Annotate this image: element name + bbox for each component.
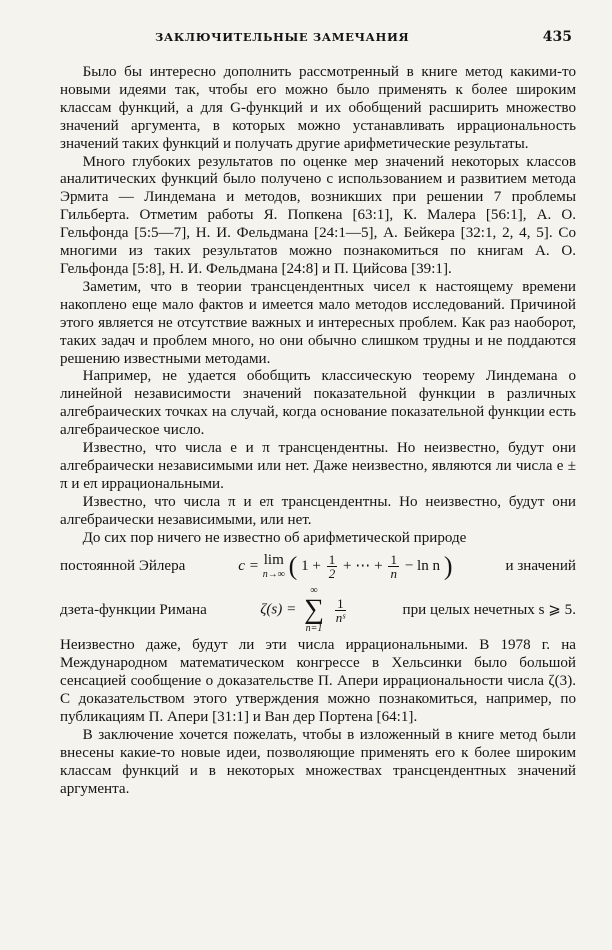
minus-ln: − ln n [404, 557, 441, 574]
paragraph-1: Было бы интересно дополнить рассмотренный в книге метод какими-то новыми идеями так, чтобы его можно было применять к более широким классам функций, а для G-функций и их обобщений расширить множество значений аргумента, в которых можно устанавливать иррациональность значений таких функций и получать другие арифметические результаты. [60, 64, 576, 152]
zeta-line [60, 585, 576, 635]
half-num: 1 [328, 551, 336, 567]
one-plus: 1 + [301, 557, 321, 574]
half-fraction [327, 553, 338, 580]
sum-lower: n=1 [305, 623, 323, 635]
running-header [60, 30, 572, 50]
left-paren: ( [288, 551, 298, 581]
paragraph-8: Неизвестно даже, будут ли эти числа иррациональными. В 1978 г. на Международном математическом конгрессе в Хельсинки было большой сенсацией сообщение о доказательстве П. Апери иррациональности числа ζ(3). С доказательством этого утверждения можно познакомиться, например, по публикациям П. Апери [31:1] и Ван дер Портена [64:1]. [60, 637, 576, 726]
right-paren: ) [443, 551, 453, 581]
lim-subscript: n→∞ [262, 568, 285, 580]
chapter-title: ЗАКЛЮЧИТЕЛЬНЫЕ ЗАМЕЧАНИЯ [155, 30, 410, 44]
page-body [60, 64, 576, 799]
zeta-label: дзета-функции Римана [60, 601, 207, 618]
zeta-fraction [334, 597, 347, 624]
limit [263, 553, 285, 579]
paragraph-5: Известно, что числа e и π трансцендентны. Но неизвестно, будут они алгебраически независимыми или нет. Даже неизвестно, являются ли числа e ± π и eπ иррациональными. [60, 440, 576, 492]
sum-symbol: ∑ [304, 594, 325, 626]
sum-upper: ∞ [310, 585, 318, 597]
zeta-den: nˢ [335, 609, 346, 625]
euler-tail: и значений [505, 557, 576, 574]
c-equals: c = [238, 557, 259, 574]
euler-formula [238, 553, 452, 580]
n-fraction [388, 553, 399, 580]
lim-text: lim [263, 552, 284, 569]
page-number: 435 [542, 29, 572, 45]
zeta-num: 1 [337, 595, 344, 611]
paragraph-2: Много глубоких результатов по оценке мер значений некоторых классов аналитических функций было получено с использованием и развитием метода Эрмита — Линдемана и методов, возникших при решении 7 проблемы Гильберта. Отметим работы Я. Попкена [63:1], К. Малера [56:1], А. О. Гельфонда [5:5—7], Н. И. Фельдмана [24:1—5], А. Бейкера [32:1, 2, 4, 5]. Со многими из таких результатов можно познакомиться по книгам А. О. Гельфонда [5:8], Н. И. Фельдмана [24:8] и П. Цийсова [39:1]. [60, 153, 576, 277]
paragraph-7-lead: До сих пор ничего не известно об арифметической природе [82, 529, 467, 546]
euler-label: постоянной Эйлера [60, 557, 186, 574]
zeta-formula [260, 586, 349, 634]
euler-constant-line [60, 547, 576, 585]
dots: + ⋯ + [343, 557, 383, 574]
paragraph-6: Известно, что числа π и eπ трансцендентны. Но неизвестно, будут они алгебраически независимыми, или нет. [60, 493, 576, 528]
summation [304, 586, 324, 634]
paragraph-9: В заключение хочется пожелать, чтобы в изложенный в книге метод были внесены какие-то новые идеи, позволяющие применять его к более широким классам функций и в некоторых множествах трансцендентных значений аргумента. [60, 727, 576, 797]
paragraph-4: Например, не удается обобщить классическую теорему Линдемана о линейной независимости значений показательной функции в различных алгебраических точках на случай, когда основание показательной функции есть алгебраическое число. [60, 368, 576, 439]
half-den: 2 [328, 565, 336, 581]
n-num: 1 [390, 551, 397, 567]
zeta-s: ζ(s) = [260, 601, 297, 618]
paragraph-3: Заметим, что в теории трансцендентных чисел к настоящему времени накоплено еще мало фактов и имеется мало методов исследований. Причиной этого является не отсутствие важных и интересных проблем. Как раз наоборот, таких задач и проблем много, но они обычно слишком трудны и не поддаются решению известными методами. [60, 278, 576, 367]
zeta-tail: при целых нечетных s ⩾ 5. [402, 601, 576, 618]
n-den: n [390, 565, 397, 581]
